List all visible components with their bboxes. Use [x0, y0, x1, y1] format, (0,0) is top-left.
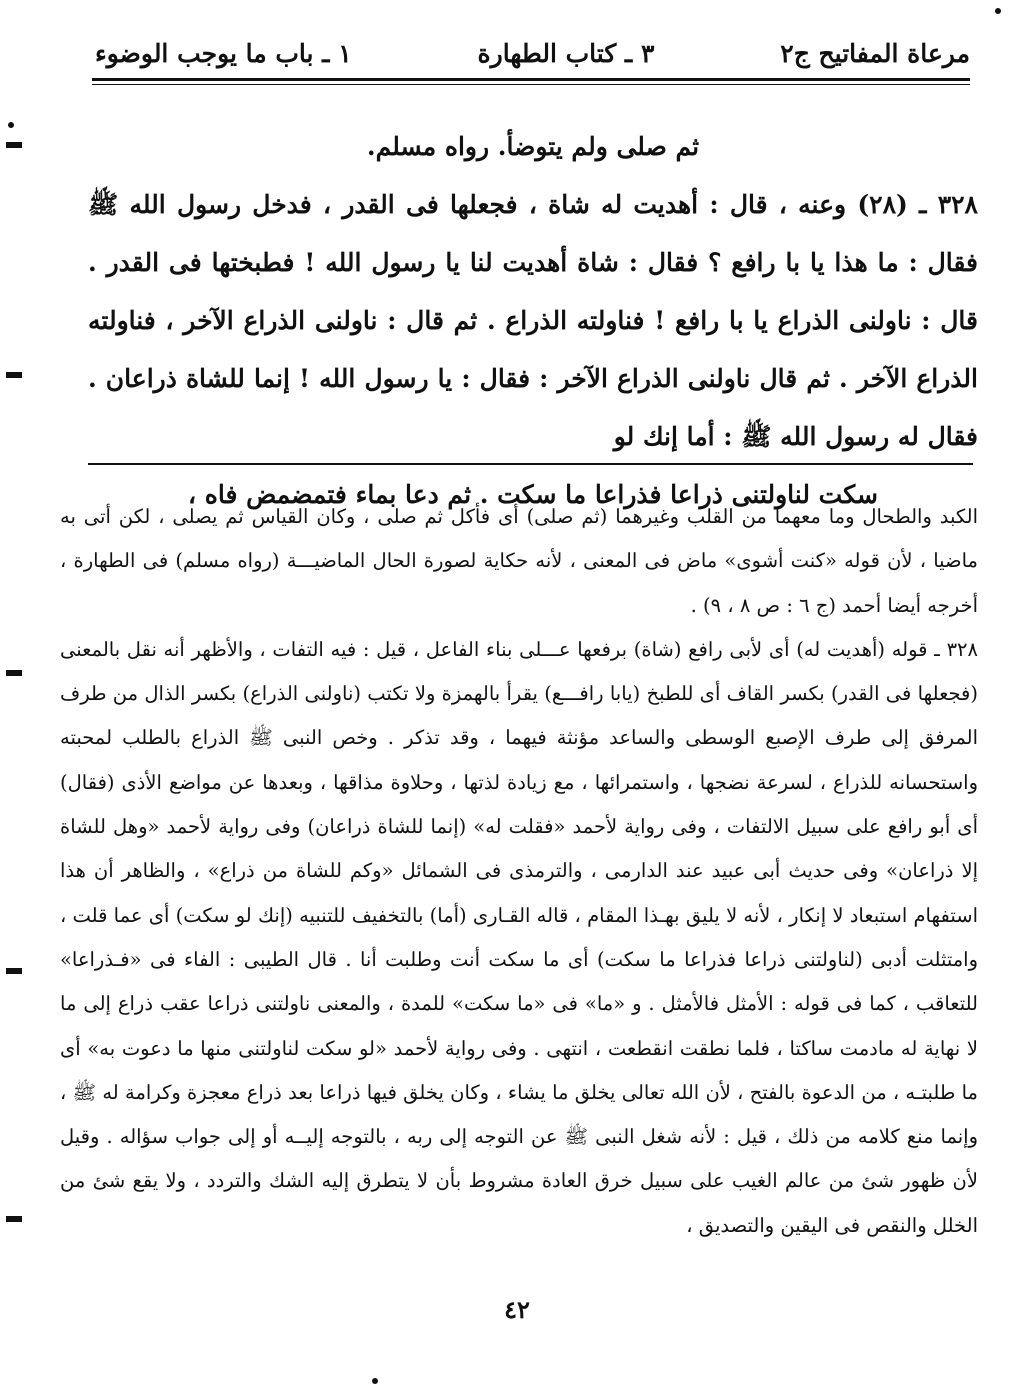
commentary	[60, 495, 978, 1248]
margin-mark	[6, 670, 22, 676]
hadith-closing-line: سكت لناولتنى ذراعا فذراعا ما سكت . ثم دعا بماء فتمضمض فاه ،	[188, 480, 878, 509]
running-header	[95, 28, 970, 78]
margin-dot	[8, 122, 14, 128]
margin-mark	[6, 372, 22, 378]
margin-dot	[995, 8, 1001, 14]
page-number: ٤٢	[504, 1295, 530, 1324]
commentary-paragraph: الكبد والطحال وما معهما من القلب وغيرهما (ثم صلى) أى فأكل ثم صلى ، وكان القياس ثم يصلى ، لكن أتى به ماضيا ، لأن قوله «كنت أشوى» ماض فى المعنى ، لأنه حكاية لصورة الحال الماضيـــة (رواه مسلم) فى الطهارة ، أخرجه أيضا أحمد (ج ٦ : ص ٨ ، ٩) .	[60, 505, 978, 617]
header-rule-thin	[92, 84, 970, 85]
header-rule	[92, 78, 970, 81]
margin-mark	[6, 968, 22, 974]
hadith-paragraph: ٣٢٨ ـ (٢٨) وعنه ، قال : أهديت له شاة ، فجعلها فى القدر ، فدخل رسول الله ﷺ فقال : ما هذا يا با رافع ؟ فقال : شاة أهديت لنا يا رسول الله ! فطبختها فى القدر . قال : ناولنى الذراع يا با رافع ! فناولته الذراع . ثم قال : ناولنى الذراع الآخر ، فناولته الذراع الآخر . ثم قال ناولنى الذراع الآخر : فقال : يا رسول الله ! إنما للشاة ذراعان . فقال له رسول الله ﷺ : أما إنك لو	[88, 190, 978, 451]
section-divider	[88, 463, 973, 465]
margin-mark	[6, 142, 22, 148]
hadith-opening-line: ثم صلى ولم يتوضأ. رواه مسلم.	[366, 132, 700, 161]
commentary-paragraph: ٣٢٨ ـ قوله (أهديت له) أى لأبى رافع (شاة) برفعها عـــلى بناء الفاعل ، قيل : فيه التفات ، والأظهر أنه نقل بالمعنى (فجعلها فى القدر) بكسر القاف أى للطبخ (يابا رافـــع) يقرأ بالهمزة ولا تكتب (ناولنى الذراع) بكسر الذال من طرف المرفق إلى طرف الإصبع الوسطى والساعد مؤنثة فيهما ، وقد تذكر . وخص النبى ﷺ الذراع بالطلب لمحبته واستحسانه للذراع ، لسرعة نضجها ، واستمرائها ، مع زيادة لذتها ، وحلاوة مذاقها ، وبعدها عن مواضع الأذى (فقال) أى أبو رافع على سبيل الالتفات ، وفى رواية لأحمد «فقلت له» (إنما للشاة ذراعان) وفى رواية لأحمد «وهل للشاة إلا ذراعان» وفى حديث أبى عبيد عند الدارمى ، والترمذى فى الشمائل «وكم للشاة من ذراع» ، والظاهر أن هذا استفهام استبعاد لا إنكار ، لأنه لا يليق بهـذا المقام ، قاله القـارى (أما) بالتخفيف للتنبيه (إنك لو سكت) أى عما قلت ، وامتثلت أدبى (لناولتنى ذراعا فذراعا ما سكت) أى ما سكت أنت وطلبت أنا . قال الطيبى : الفاء فى «فـذراعا» للتعاقب ، كما فى قوله : الأمثل فالأمثل . و «ما» فى «ما سكت» للمدة ، والمعنى ناولتنى ذراعا عقب ذراع إلى ما لا نهاية له مادمت ساكتا ، فلما نطقت انقطعت ، انتهى . وفى رواية لأحمد «لو سكت لناولتنى منها ما دعوت به» أى ما طلبتـه ، من الدعوة بالفتح ، لأن الله تعالى يخلق ما يشاء ، وكان يخلق فيها ذراعا بعد ذراع معجزة وكرامة له ﷺ ، وإنما منع كلامه من ذلك ، قيل : لأنه شغل النبى ﷺ عن التوجه إلى ربه ، بالتوجه إليــه أو إلى جواب سؤاله . وقيل لأن ظهور شئ من عالم الغيب على سبيل خرق العادة مشروط بأن لا يتطرق إليه الشك والتردد ، ولا يقع شئ من الخلل والنقص فى اليقين والتصديق ،	[60, 637, 978, 1237]
header-book-title: مرعاة المفاتيح ج٢	[780, 38, 970, 68]
margin-dot	[372, 1378, 378, 1384]
header-section: ١ ـ باب ما يوجب الوضوء	[95, 38, 352, 68]
header-chapter: ٣ ـ كتاب الطهارة	[477, 38, 655, 68]
margin-mark	[6, 1216, 22, 1222]
